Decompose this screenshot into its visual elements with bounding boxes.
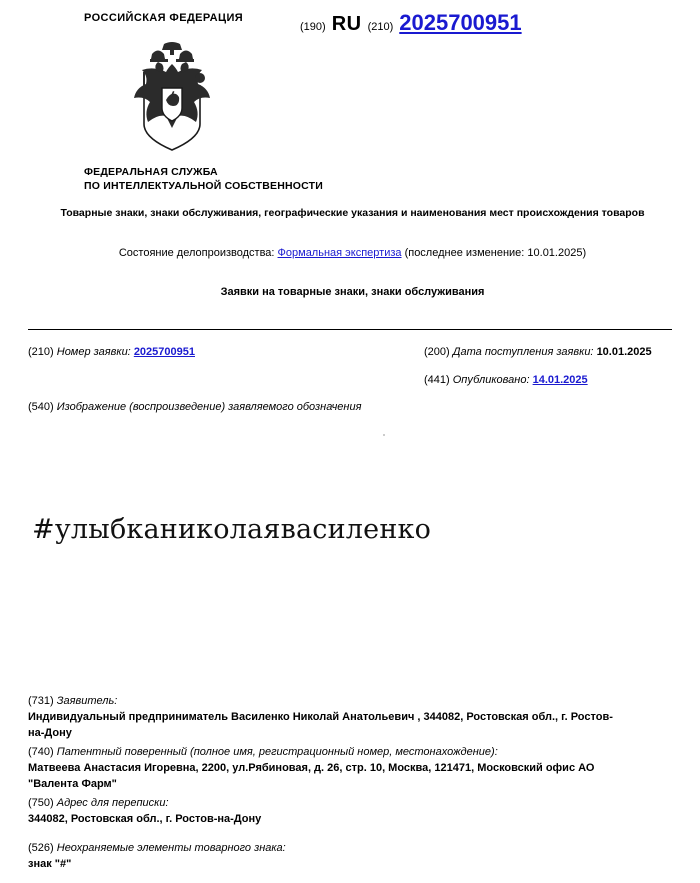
field-correspondence-address: [28, 796, 678, 828]
agency-line-2: ПО ИНТЕЛЛЕКТУАЛЬНОЙ СОБСТВЕННОСТИ: [84, 179, 324, 192]
patent-attorney-label: Патентный поверенный (полное имя, регистрационный номер, местонахождение):: [56, 746, 498, 758]
disclaimed-elements-label: Неохраняемые элементы товарного знака:: [56, 842, 286, 854]
russian-coat-of-arms-icon: [124, 42, 220, 154]
status-prefix: Состояние делопроизводства:: [118, 247, 278, 259]
publication-date-value[interactable]: 14.01.2025: [532, 374, 588, 386]
inid-code-210-field: (210): [28, 346, 54, 358]
prosecution-status-line: [40, 247, 665, 259]
inid-code-740-field: (740): [28, 746, 54, 758]
status-link[interactable]: Формальная экспертиза: [277, 247, 402, 259]
filing-date-label: Дата поступления заявки:: [452, 346, 594, 358]
inid-code-526-field: (526): [28, 842, 54, 854]
field-applicant: [28, 694, 678, 742]
agency-name: [84, 166, 323, 193]
patent-attorney-value-line-2: "Валента Фарм": [28, 777, 117, 790]
horizontal-divider: [28, 329, 672, 330]
mark-image-label: Изображение (воспроизведение) заявляемого обозначения: [56, 401, 362, 413]
inid-code-731-field: (731): [28, 695, 54, 707]
agency-line-1: ФЕДЕРАЛЬНАЯ СЛУЖБА: [84, 166, 218, 178]
inid-code-750-field: (750): [28, 797, 54, 809]
application-number-label: Номер заявки:: [56, 346, 131, 358]
patent-attorney-value-line-1: Матвеева Анастасия Игоревна, 2200, ул.Рябиновая, д. 26, стр. 10, Москва, 121471, Московский офис АО: [28, 761, 595, 774]
field-publication-date: [424, 373, 588, 389]
inid-code-441-field: (441): [424, 374, 450, 386]
field-disclaimed-elements: [28, 841, 678, 873]
correspondence-address-label: Адрес для переписки:: [56, 797, 169, 809]
trademark-image-text: #улыбканиколаявасиленко: [32, 514, 432, 545]
field-filing-date: [424, 345, 652, 361]
disclaimed-elements-value: знак "#": [28, 857, 72, 870]
field-mark-image-caption: [28, 400, 361, 416]
section-title: Товарные знаки, знаки обслуживания, географические указания и наименования мест происхождения товаров: [60, 207, 645, 219]
applications-heading: Заявки на товарные знаки, знаки обслуживания: [220, 286, 485, 298]
status-suffix: (последнее изменение: 10.01.2025): [401, 247, 587, 259]
field-application-number: [28, 345, 195, 361]
trademark-image-area: [28, 424, 672, 674]
filing-date-value: 10.01.2025: [596, 346, 652, 358]
document-number-row: [300, 10, 522, 36]
document-header: [0, 0, 700, 192]
inid-code-190: (190): [300, 21, 326, 33]
inid-code-210: (210): [367, 21, 394, 33]
correspondence-address-value: 344082, Ростовская обл., г. Ростов-на-Дону: [28, 812, 262, 825]
inid-code-540-field: (540): [28, 401, 54, 413]
publication-date-label: Опубликовано:: [452, 374, 530, 386]
inid-code-200-field: (200): [424, 346, 450, 358]
applicant-value-line-2: на-Дону: [28, 726, 72, 739]
applicant-label: Заявитель:: [56, 695, 118, 707]
image-artifact-dot: [383, 434, 385, 436]
document-number-link[interactable]: 2025700951: [399, 10, 522, 35]
applicant-value-line-1: Индивидуальный предприниматель Василенко Николай Анатольевич , 344082, Ростовская обл., г. Ростов-: [28, 710, 613, 723]
application-number-value[interactable]: 2025700951: [133, 346, 195, 358]
field-patent-attorney: [28, 745, 678, 793]
country-title: РОССИЙСКАЯ ФЕДЕРАЦИЯ: [84, 12, 244, 24]
ru-label: RU: [331, 13, 362, 35]
